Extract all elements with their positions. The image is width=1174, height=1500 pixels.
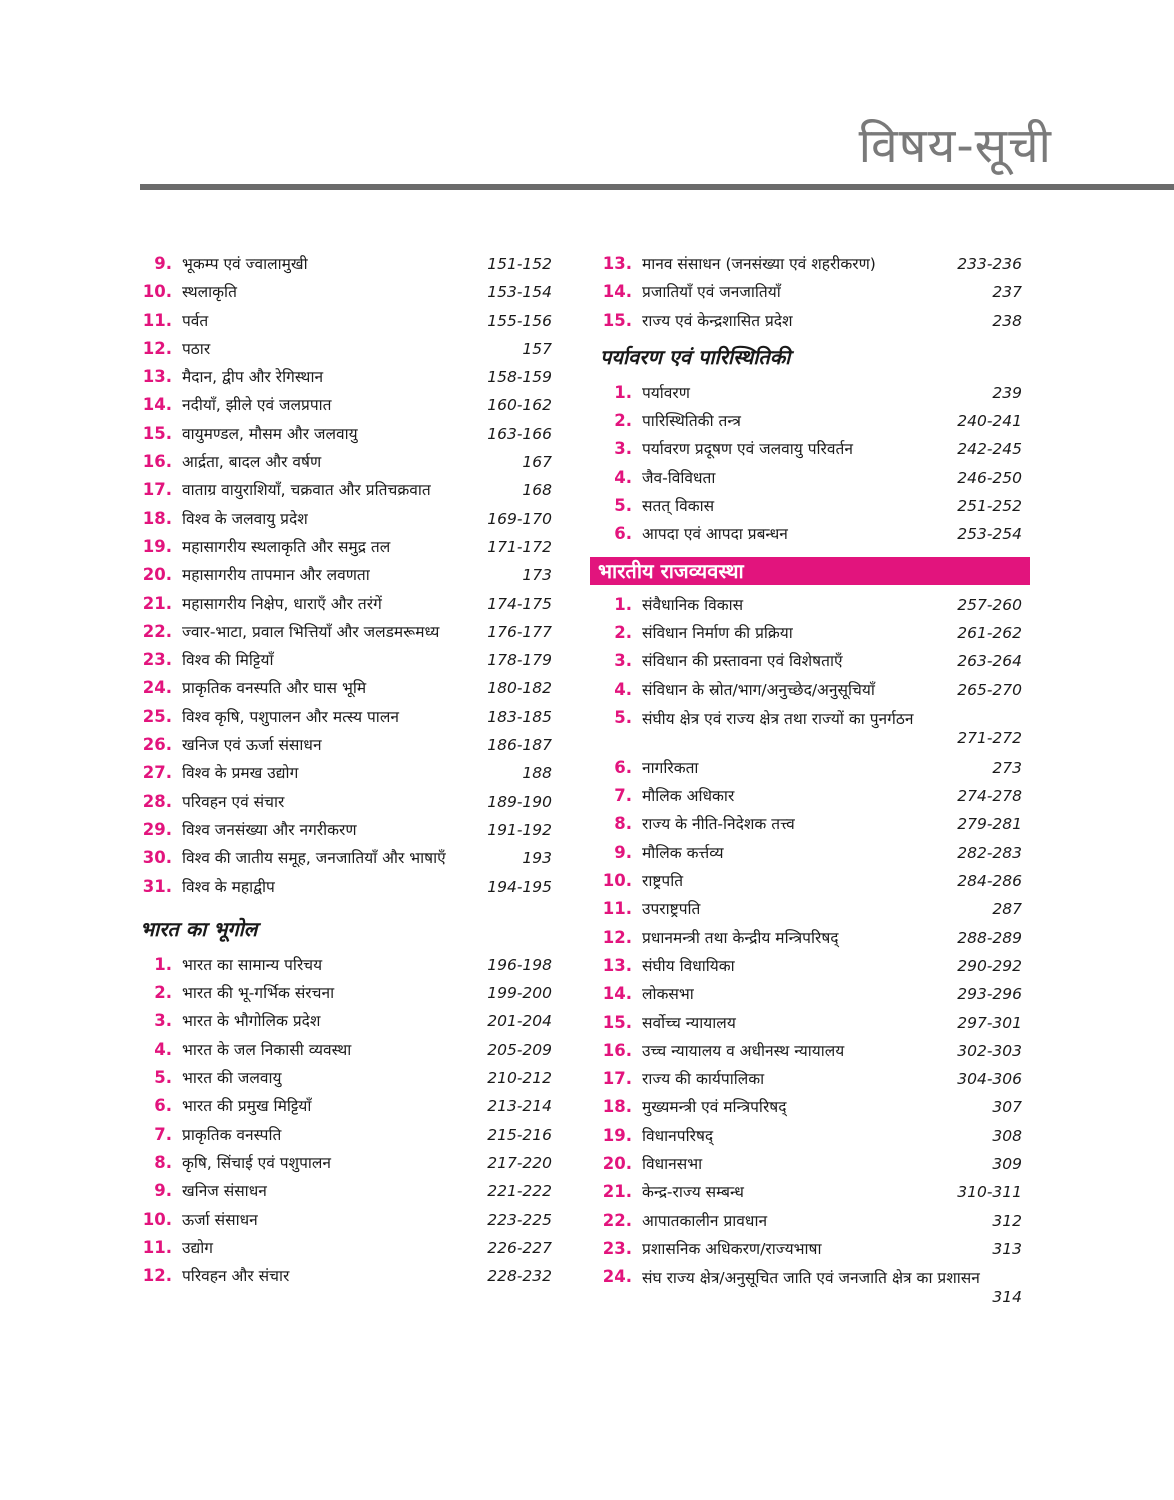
toc-entry <box>590 379 1030 407</box>
entry-page-range: 242-245 <box>957 440 1022 459</box>
entry-number: 10. <box>602 871 632 891</box>
entry-page-range: 171-172 <box>487 537 552 556</box>
entry-number: 16. <box>602 1040 632 1060</box>
toc-entry <box>590 307 1030 335</box>
entry-page-range: 282-283 <box>957 843 1022 862</box>
toc-entry <box>130 307 560 335</box>
entry-title: संवैधानिक विकास <box>642 595 744 614</box>
entry-title: भारत की प्रमुख मिट्टियाँ <box>182 1097 312 1116</box>
entry-page-range: 199-200 <box>487 984 552 1003</box>
entry-title: खनिज संसाधन <box>182 1182 267 1201</box>
entry-page-range: 307 <box>992 1098 1022 1117</box>
right-column <box>590 250 1030 1313</box>
entry-page-range: 196-198 <box>487 955 552 974</box>
entry-page-range: 160-162 <box>487 396 552 415</box>
entry-number: 18. <box>142 508 172 528</box>
toc-entry <box>590 980 1030 1008</box>
toc-entry <box>130 1234 560 1262</box>
entry-title: मानव संसाधन (जनसंख्या एवं शहरीकरण) <box>642 255 876 273</box>
toc-entry <box>590 952 1030 980</box>
toc-entry <box>590 782 1030 810</box>
toc-entry <box>130 250 560 278</box>
entry-number: 10. <box>142 282 172 302</box>
entry-title: पर्वत <box>182 311 209 330</box>
entry-number: 7. <box>154 1124 172 1144</box>
toc-entry <box>130 1036 560 1064</box>
entry-title: ऊर्जा संसाधन <box>182 1210 258 1229</box>
toc-entry <box>130 476 560 504</box>
toc-entry <box>130 505 560 533</box>
entry-title: संविधान के स्रोत/भाग/अनुच्छेद/अनुसूचियाँ <box>642 680 875 699</box>
entry-number: 8. <box>154 1152 172 1172</box>
entry-number: 5. <box>614 707 632 727</box>
entry-page-range: 253-254 <box>957 525 1022 544</box>
toc-entry <box>130 1007 560 1035</box>
toc-entry <box>590 1150 1030 1178</box>
entry-number: 14. <box>602 984 632 1004</box>
entry-number: 23. <box>602 1238 632 1258</box>
entry-number: 12. <box>142 338 172 358</box>
toc-entry <box>590 492 1030 520</box>
entry-number: 7. <box>614 786 632 806</box>
entry-number: 13. <box>602 254 632 273</box>
entry-title: प्राकृतिक वनस्पति और घास भूमि <box>182 679 367 698</box>
toc-entry <box>590 676 1030 704</box>
entry-number: 21. <box>142 593 172 613</box>
entry-title: वायुमण्डल, मौसम और जलवायु <box>182 424 358 443</box>
entry-number: 12. <box>602 927 632 947</box>
entry-number: 14. <box>142 395 172 415</box>
entry-page-range: 251-252 <box>957 497 1022 516</box>
section-heading-polity: भारतीय राजव्यवस्था <box>590 557 1030 585</box>
entry-page-range: 312 <box>992 1211 1022 1230</box>
entry-title: जैव-विविधता <box>642 468 716 487</box>
entry-page-range: 193 <box>522 849 552 868</box>
entry-number: 5. <box>154 1068 172 1088</box>
entry-title: विश्व के प्रमख उद्योग <box>182 764 299 783</box>
entry-number: 2. <box>154 983 172 1003</box>
entry-page-range: 173 <box>522 566 552 585</box>
entry-number: 3. <box>154 1011 172 1031</box>
entry-number: 20. <box>142 565 172 585</box>
environment-list <box>590 379 1030 549</box>
toc-entry <box>590 647 1030 675</box>
entry-page-range: 274-278 <box>957 787 1022 806</box>
entry-title: विश्व के महाद्वीप <box>182 877 275 896</box>
entry-page-range: 288-289 <box>957 928 1022 947</box>
entry-title: उद्योग <box>182 1238 214 1257</box>
entry-title: ज्वार-भाटा, प्रवाल भित्तियाँ और जलडमरूमध्य <box>182 622 440 641</box>
entry-number: 1. <box>614 382 632 402</box>
entry-title: भारत का सामान्य परिचय <box>182 955 323 974</box>
toc-entry <box>130 391 560 419</box>
toc-entry <box>130 278 560 306</box>
toc-entry <box>590 278 1030 306</box>
entry-title: विधानसभा <box>642 1155 703 1174</box>
entry-title: मैदान, द्वीप और रेगिस्थान <box>182 368 324 387</box>
entry-page-range: 293-296 <box>957 985 1022 1004</box>
left-column <box>130 250 560 1290</box>
entry-number: 27. <box>142 763 172 783</box>
entry-title: आपातकालीन प्रावधान <box>642 1211 768 1230</box>
entry-title: विश्व के जलवायु प्रदेश <box>182 509 308 528</box>
entry-page-range: 304-306 <box>957 1070 1022 1089</box>
toc-entry <box>590 591 1030 619</box>
toc-entry <box>590 754 1030 782</box>
entry-number: 3. <box>614 651 632 671</box>
toc-entry <box>130 1206 560 1234</box>
toc-entry <box>590 407 1030 435</box>
entry-number: 10. <box>142 1209 172 1229</box>
entry-number: 11. <box>142 1237 172 1257</box>
entry-number: 8. <box>614 814 632 834</box>
entry-title: प्रशासनिक अधिकरण/राज्यभाषा <box>642 1239 822 1258</box>
section-heading-environment: पर्यावरण एवं पारिस्थितिकी <box>600 344 791 369</box>
entry-page-range: 273 <box>992 758 1022 777</box>
entry-number: 5. <box>614 496 632 516</box>
entry-page-range: 261-262 <box>957 623 1022 642</box>
entry-page-range: 279-281 <box>957 815 1022 834</box>
entry-title: वाताग्र वायुराशियाँ, चक्रवात और प्रतिचक्रवात <box>182 481 431 500</box>
entry-title: भारत की भू-गर्भिक संरचना <box>182 984 335 1003</box>
toc-entry <box>590 1009 1030 1037</box>
entry-number: 29. <box>142 819 172 839</box>
toc-entry <box>590 250 1030 278</box>
entry-page-range: 226-227 <box>487 1238 552 1257</box>
entry-title: महासागरीय निक्षेप, धाराएँ और तरंगें <box>182 594 382 613</box>
entry-title: पठार <box>182 339 211 358</box>
entry-number: 3. <box>614 439 632 459</box>
entry-title: मुख्यमन्त्री एवं मन्त्रिपरिषद् <box>642 1098 787 1117</box>
entry-title: प्राकृतिक वनस्पति <box>182 1125 282 1144</box>
entry-number: 26. <box>142 735 172 755</box>
entry-page-range: 168 <box>522 481 552 500</box>
entry-page-range: 228-232 <box>487 1267 552 1286</box>
entry-page-range: 188 <box>522 764 552 783</box>
entry-title: संविधान निर्माण की प्रक्रिया <box>642 623 793 642</box>
entry-page-range: 194-195 <box>487 877 552 896</box>
entry-title: प्रधानमन्त्री तथा केन्द्रीय मन्त्रिपरिषद् <box>642 928 839 947</box>
entry-number: 31. <box>142 876 172 896</box>
toc-entry <box>130 816 560 844</box>
world-geography-list <box>130 250 560 901</box>
entry-number: 24. <box>142 678 172 698</box>
entry-number: 14. <box>602 282 632 302</box>
toc-entry <box>590 704 1030 754</box>
toc-entry <box>130 844 560 872</box>
entry-page-range: 265-270 <box>957 680 1022 699</box>
entry-number: 2. <box>614 411 632 431</box>
toc-entry <box>590 435 1030 463</box>
entry-title: विधानपरिषद् <box>642 1126 714 1145</box>
entry-title: खनिज एवं ऊर्जा संसाधन <box>182 736 322 755</box>
entry-title: मौलिक अधिकार <box>642 787 735 806</box>
entry-title: राज्य एवं केन्द्रशासित प्रदेश <box>642 311 793 330</box>
toc-entry <box>590 1235 1030 1263</box>
entry-title: भारत के जल निकासी व्यवस्था <box>182 1040 352 1059</box>
entry-page-range: 257-260 <box>957 595 1022 614</box>
entry-page-range: 314 <box>992 1288 1022 1307</box>
toc-entry <box>130 1064 560 1092</box>
title-rule <box>140 184 1174 190</box>
entry-page-range: 313 <box>992 1239 1022 1258</box>
toc-entry <box>590 1178 1030 1206</box>
entry-title: महासागरीय स्थलाकृति और समुद्र तल <box>182 537 391 556</box>
entry-title: मौलिक कर्त्तव्य <box>642 843 724 862</box>
page-title: विषय-सूची <box>858 118 1052 174</box>
toc-entry <box>590 1263 1030 1313</box>
entry-number: 28. <box>142 791 172 811</box>
entry-title: सर्वोच्च न्यायालय <box>642 1013 736 1032</box>
toc-entry <box>130 420 560 448</box>
toc-entry <box>130 335 560 363</box>
toc-entry <box>130 363 560 391</box>
entry-title: पारिस्थितिकी तन्त्र <box>642 412 741 431</box>
toc-entry <box>590 1037 1030 1065</box>
entry-page-range: 167 <box>522 453 552 472</box>
toc-entry <box>130 1262 560 1290</box>
entry-title: विश्व कृषि, पशुपालन और मत्स्य पालन <box>182 707 399 726</box>
entry-page-range: 155-156 <box>487 311 552 330</box>
entry-title: विश्व की जातीय समूह, जनजातियाँ और भाषाएँ <box>182 849 446 868</box>
entry-title: परिवहन और संचार <box>182 1267 290 1286</box>
toc-entry <box>130 873 560 901</box>
entry-title: भारत की जलवायु <box>182 1069 282 1088</box>
entry-number: 4. <box>154 1039 172 1059</box>
entry-page-range: 183-185 <box>487 707 552 726</box>
entry-number: 11. <box>602 899 632 919</box>
entry-number: 15. <box>602 310 632 330</box>
entry-title: पर्यावरण <box>642 383 690 402</box>
entry-page-range: 287 <box>992 900 1022 919</box>
entry-title: विश्व जनसंख्या और नगरीकरण <box>182 820 357 839</box>
entry-page-range: 180-182 <box>487 679 552 698</box>
toc-entry <box>130 590 560 618</box>
toc-entry <box>590 924 1030 952</box>
entry-page-range: 237 <box>992 283 1022 302</box>
entry-page-range: 205-209 <box>487 1040 552 1059</box>
entry-number: 17. <box>142 480 172 500</box>
entry-number: 9. <box>154 1181 172 1201</box>
entry-number: 13. <box>602 955 632 975</box>
toc-entry <box>130 979 560 1007</box>
toc-entry <box>130 788 560 816</box>
polity-list <box>590 591 1030 1314</box>
entry-title: नदीयाँ, झीले एवं जलप्रपात <box>182 396 332 415</box>
toc-entry <box>590 1065 1030 1093</box>
entry-title: राष्ट्रपति <box>642 872 684 891</box>
entry-number: 15. <box>602 1012 632 1032</box>
entry-page-range: 215-216 <box>487 1125 552 1144</box>
entry-number: 1. <box>154 954 172 974</box>
entry-title: भूकम्प एवं ज्वालामुखी <box>182 255 308 273</box>
india-geography-list <box>130 951 560 1291</box>
entry-page-range: 263-264 <box>957 652 1022 671</box>
entry-page-range: 240-241 <box>957 412 1022 431</box>
entry-page-range: 189-190 <box>487 792 552 811</box>
entry-title: परिवहन एवं संचार <box>182 792 285 811</box>
entry-title: लोकसभा <box>642 985 694 1004</box>
entry-page-range: 213-214 <box>487 1097 552 1116</box>
entry-number: 30. <box>142 848 172 868</box>
entry-number: 4. <box>614 467 632 487</box>
entry-page-range: 309 <box>992 1155 1022 1174</box>
entry-page-range: 239 <box>992 383 1022 402</box>
entry-title: स्थलाकृति <box>182 283 237 302</box>
entry-page-range: 308 <box>992 1126 1022 1145</box>
entry-page-range: 238 <box>992 311 1022 330</box>
toc-entry <box>590 810 1030 838</box>
entry-title: उपराष्ट्रपति <box>642 900 701 919</box>
entry-title: आपदा एवं आपदा प्रबन्धन <box>642 525 788 544</box>
entry-page-range: 310-311 <box>957 1183 1022 1202</box>
entry-number: 20. <box>602 1154 632 1174</box>
entry-page-range: 176-177 <box>487 622 552 641</box>
entry-page-range: 201-204 <box>487 1012 552 1031</box>
entry-title: संविधान की प्रस्तावना एवं विशेषताएँ <box>642 652 843 671</box>
entry-title: केन्द्र-राज्य सम्बन्ध <box>642 1183 744 1202</box>
entry-page-range: 233-236 <box>957 255 1022 273</box>
entry-page-range: 153-154 <box>487 283 552 302</box>
entry-page-range: 271-272 <box>957 728 1022 747</box>
entry-title: राज्य के नीति-निदेशक तत्त्व <box>642 815 795 834</box>
toc-entry <box>130 1149 560 1177</box>
entry-page-range: 178-179 <box>487 651 552 670</box>
entry-number: 9. <box>614 842 632 862</box>
entry-page-range: 169-170 <box>487 509 552 528</box>
toc-entry <box>590 1093 1030 1121</box>
entry-page-range: 174-175 <box>487 594 552 613</box>
entry-page-range: 157 <box>522 339 552 358</box>
toc-entry <box>590 895 1030 923</box>
toc-entry <box>130 448 560 476</box>
entry-page-range: 151-152 <box>487 255 552 273</box>
entry-number: 19. <box>142 536 172 556</box>
entry-title: संघ राज्य क्षेत्र/अनुसूचित जाति एवं जनजाति क्षेत्र का प्रशासन <box>642 1269 980 1288</box>
toc-entry <box>130 561 560 589</box>
entry-title: सतत् विकास <box>642 497 715 516</box>
section-heading-india-geography: भारत का भूगोल <box>140 916 258 941</box>
entry-number: 6. <box>614 524 632 544</box>
toc-entry <box>130 646 560 674</box>
toc-entry <box>590 839 1030 867</box>
toc-entry <box>590 1122 1030 1150</box>
entry-page-range: 210-212 <box>487 1069 552 1088</box>
toc-entry <box>130 1121 560 1149</box>
entry-number: 11. <box>142 310 172 330</box>
entry-number: 18. <box>602 1097 632 1117</box>
entry-page-range: 191-192 <box>487 820 552 839</box>
entry-page-range: 290-292 <box>957 956 1022 975</box>
toc-entry <box>590 867 1030 895</box>
entry-number: 2. <box>614 622 632 642</box>
toc-entry <box>590 1207 1030 1235</box>
toc-entry <box>590 464 1030 492</box>
entry-number: 9. <box>154 254 172 273</box>
entry-page-range: 284-286 <box>957 872 1022 891</box>
entry-page-range: 223-225 <box>487 1210 552 1229</box>
entry-title: प्रजातियाँ एवं जनजातियाँ <box>642 283 781 302</box>
toc-entry <box>130 759 560 787</box>
entry-number: 25. <box>142 706 172 726</box>
entry-title: उच्च न्यायालय व अधीनस्थ न्यायालय <box>642 1041 845 1060</box>
entry-number: 13. <box>142 367 172 387</box>
entry-title: विश्व की मिट्टियाँ <box>182 651 274 670</box>
toc-entry <box>130 731 560 759</box>
toc-entry <box>590 520 1030 548</box>
entry-page-range: 217-220 <box>487 1153 552 1172</box>
entry-title: नागरिकता <box>642 758 699 777</box>
toc-entry <box>130 533 560 561</box>
entry-page-range: 158-159 <box>487 368 552 387</box>
toc-entry <box>130 674 560 702</box>
entry-page-range: 221-222 <box>487 1182 552 1201</box>
toc-entry <box>130 618 560 646</box>
entry-number: 15. <box>142 423 172 443</box>
entry-number: 16. <box>142 452 172 472</box>
entry-title: भारत के भौगोलिक प्रदेश <box>182 1012 321 1031</box>
entry-title: कृषि, सिंचाई एवं पशुपालन <box>182 1153 332 1172</box>
human-geography-list <box>590 250 1030 335</box>
entry-number: 22. <box>142 621 172 641</box>
toc-entry <box>130 951 560 979</box>
entry-page-range: 297-301 <box>957 1013 1022 1032</box>
toc-entry <box>130 1177 560 1205</box>
entry-page-range: 163-166 <box>487 424 552 443</box>
entry-number: 19. <box>602 1125 632 1145</box>
toc-entry <box>590 619 1030 647</box>
entry-page-range: 186-187 <box>487 736 552 755</box>
entry-title: संघीय क्षेत्र एवं राज्य क्षेत्र तथा राज्यों का पुनर्गठन <box>642 709 914 728</box>
entry-title: आर्द्रता, बादल और वर्षण <box>182 453 322 472</box>
entry-number: 23. <box>142 650 172 670</box>
entry-title: संघीय विधायिका <box>642 956 735 975</box>
entry-number: 6. <box>154 1096 172 1116</box>
entry-number: 1. <box>614 594 632 614</box>
toc-entry <box>130 703 560 731</box>
entry-number: 24. <box>602 1267 632 1287</box>
entry-page-range: 246-250 <box>957 468 1022 487</box>
entry-number: 17. <box>602 1069 632 1089</box>
entry-number: 12. <box>142 1266 172 1286</box>
entry-title: राज्य की कार्यपालिका <box>642 1070 765 1089</box>
entry-number: 6. <box>614 757 632 777</box>
entry-number: 21. <box>602 1182 632 1202</box>
entry-page-range: 302-303 <box>957 1041 1022 1060</box>
entry-title: पर्यावरण प्रदूषण एवं जलवायु परिवर्तन <box>642 440 853 459</box>
entry-number: 4. <box>614 679 632 699</box>
toc-entry <box>130 1092 560 1120</box>
entry-number: 22. <box>602 1210 632 1230</box>
entry-title: महासागरीय तापमान और लवणता <box>182 566 370 585</box>
